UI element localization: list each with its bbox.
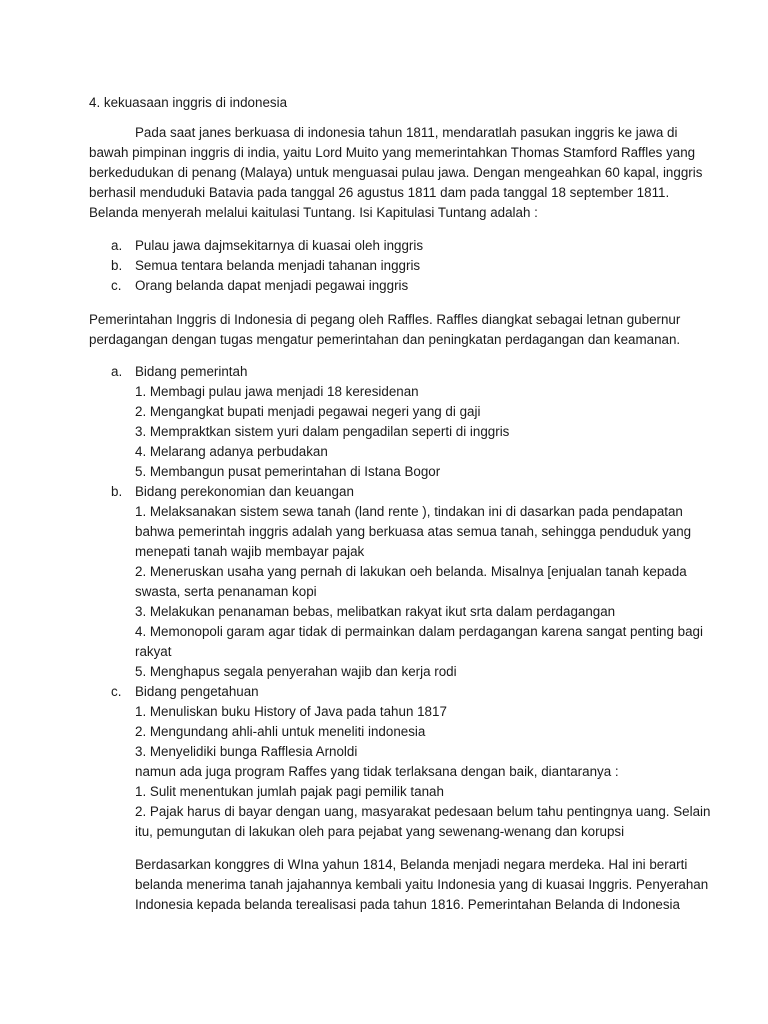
list-item-text: Semua tentara belanda menjadi tahanan inggris (135, 258, 421, 273)
list-item-text: Orang belanda dapat menjadi pegawai inggris (135, 278, 409, 293)
paragraph-line: Pemerintahan Inggris di Indonesia di pegang oleh Raffles. Raffles diangkat sebagai letnan gubernur (89, 312, 681, 327)
intro-line: berhasil menduduki Batavia pada tanggal 26 agustus 1811 dam pada tanggal 18 september 1811. (89, 185, 670, 200)
bidang-line: 1. Menuliskan buku History of Java pada tahun 1817 (135, 704, 447, 719)
intro-line: Pada saat janes berkuasa di indonesia tahun 1811, mendaratlah pasukan inggris ke jawa di (135, 125, 678, 140)
bidang-line: 3. Melakukan penanaman bebas, melibatkan rakyat ikut srta dalam perdagangan (135, 604, 616, 619)
bidang-line: 2. Mengangkat bupati menjadi pegawai negeri yang di gaji (135, 404, 481, 419)
bidang-title: Bidang pemerintah (135, 364, 248, 379)
bidang-line: 1. Sulit menentukan jumlah pajak pagi pemilik tanah (135, 784, 444, 799)
intro-line: bawah pimpinan inggris di india, yaitu Lord Muito yang memerintahkan Thomas Stamford Raffles yang (89, 145, 696, 160)
list-item (89, 256, 423, 276)
intro-line: berkedudukan di penang (Malaya) untuk menguasai pulau jawa. Dengan mengeahkan 60 kapal, inggris (89, 165, 703, 180)
bidang-line: rakyat (135, 644, 172, 659)
bidang-pengetahuan (89, 682, 710, 842)
intro-paragraph (89, 123, 703, 223)
list-marker: a. (111, 364, 123, 379)
raffles-paragraph (89, 310, 689, 350)
list-item-text: Pulau jawa dajmsekitarnya di kuasai oleh inggris (135, 238, 424, 253)
bidang-perekonomian (89, 482, 710, 682)
bidang-list (89, 362, 710, 842)
bidang-line: 3. Mempraktkan sistem yuri dalam pengadilan seperti di inggris (135, 424, 510, 439)
bidang-line: 2. Mengundang ahli-ahli untuk meneliti indonesia (135, 724, 426, 739)
list-marker: b. (111, 484, 123, 499)
bidang-line: 1. Membagi pulau jawa menjadi 18 keresidenan (135, 384, 419, 399)
bidang-line: namun ada juga program Raffes yang tidak terlaksana dengan baik, diantaranya : (135, 764, 619, 779)
list-item (89, 276, 423, 296)
bidang-line: 4. Memonopoli garam agar tidak di permainkan dalam perdagangan karena sangat penting bagi (135, 624, 703, 639)
intro-line: Belanda menyerah melalui kaitulasi Tuntang. Isi Kapitulasi Tuntang adalah : (89, 205, 538, 220)
bidang-pemerintah (89, 362, 710, 482)
bidang-line: 5. Membangun pusat pemerintahan di Istana Bogor (135, 464, 441, 479)
list-marker: c. (111, 278, 122, 293)
paragraph-line: Berdasarkan konggres di WIna yahun 1814, Belanda menjadi negara merdeka. Hal ini berarti (135, 857, 688, 872)
bidang-line: 5. Menghapus segala penyerahan wajib dan kerja rodi (135, 664, 457, 679)
section-heading: 4. kekuasaan inggris di indonesia (89, 95, 288, 110)
paragraph-line: Indonesia kepada belanda terealisasi pada tahun 1816. Pemerintahan Belanda di Indonesia (135, 897, 680, 912)
bidang-line: menepati tanah wajib membayar pajak (135, 544, 365, 559)
list-marker: b. (111, 258, 123, 273)
paragraph-line: belanda menerima tanah jajahannya kembali yaitu Indonesia yang di kuasai Inggris. Penyerahan (135, 877, 709, 892)
bidang-line: bahwa pemerintah inggris adalah yang berkuasa atas semua tanah, sehingga penduduk yang (135, 524, 692, 539)
list-item (89, 236, 423, 256)
list-marker: c. (111, 684, 122, 699)
closing-paragraph (89, 855, 708, 915)
bidang-line: 4. Melarang adanya perbudakan (135, 444, 328, 459)
bidang-line: 2. Meneruskan usaha yang pernah di lakukan oeh belanda. Misalnya [enjualan tanah kepada (135, 564, 687, 579)
bidang-title: Bidang perekonomian dan keuangan (135, 484, 354, 499)
bidang-title: Bidang pengetahuan (135, 684, 259, 699)
bidang-line: 1. Melaksanakan sistem sewa tanah (land rente ), tindakan ini di dasarkan pada pendapatan (135, 504, 683, 519)
bidang-line: swasta, serta penanaman kopi (135, 584, 317, 599)
kapitulasi-list (89, 236, 423, 296)
paragraph-line: perdagangan dengan tugas mengatur pemerintahan dan peningkatan perdagangan dan keamanan. (89, 332, 681, 347)
bidang-line: itu, pemungutan di lakukan oleh para pejabat yang sewenang-wenang dan korupsi (135, 824, 625, 839)
bidang-line: 3. Menyelidiki bunga Rafflesia Arnoldi (135, 744, 358, 759)
list-marker: a. (111, 238, 123, 253)
bidang-line: 2. Pajak harus di bayar dengan uang, masyarakat pedesaan belum tahu pentingnya uang. Selain (135, 804, 711, 819)
